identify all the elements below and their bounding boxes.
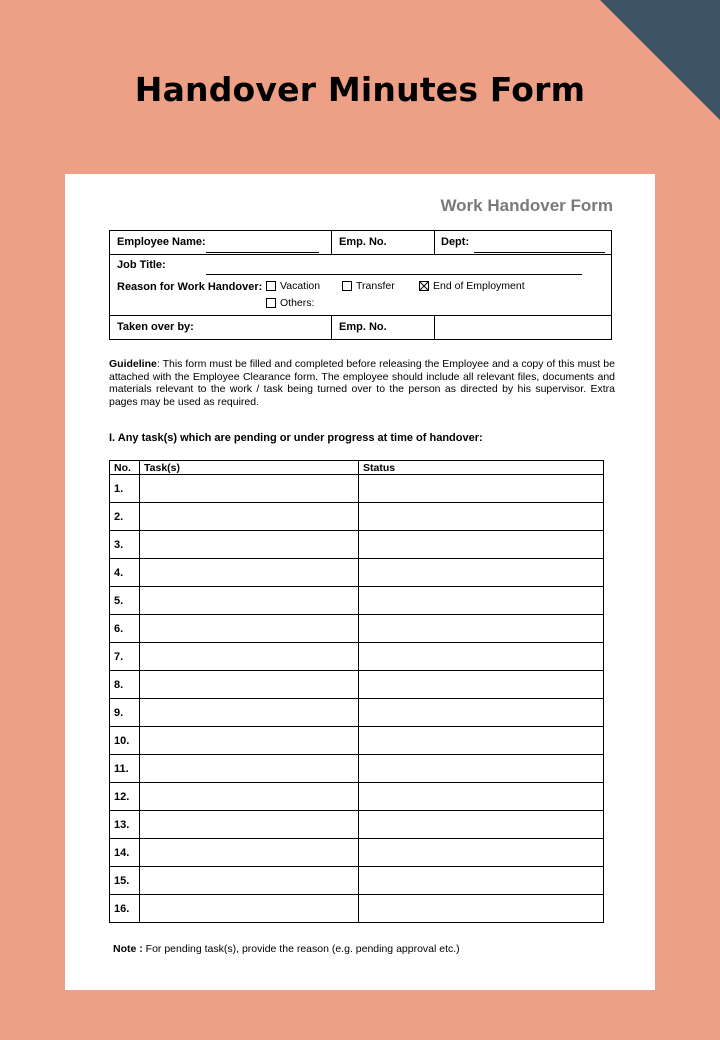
- checkbox-transfer[interactable]: [342, 281, 352, 291]
- status-cell[interactable]: [359, 811, 604, 839]
- table-row: [110, 475, 604, 503]
- divider: [331, 315, 332, 340]
- row-number: 8.: [110, 671, 140, 699]
- status-cell[interactable]: [359, 475, 604, 503]
- option-label: Transfer: [356, 280, 395, 292]
- taken-over-by-label: Taken over by:: [117, 321, 194, 333]
- status-cell[interactable]: [359, 839, 604, 867]
- page-title: Handover Minutes Form: [134, 70, 586, 109]
- status-cell[interactable]: [359, 531, 604, 559]
- divider: [434, 231, 435, 254]
- row-number: 4.: [110, 559, 140, 587]
- task-table: [109, 460, 604, 923]
- table-row: [110, 811, 604, 839]
- option-vacation[interactable]: [266, 280, 320, 292]
- divider: [110, 315, 611, 316]
- employee-info-box: [109, 230, 612, 340]
- option-label: Vacation: [280, 280, 321, 292]
- task-cell[interactable]: [140, 811, 359, 839]
- table-row: [110, 867, 604, 895]
- option-transfer[interactable]: [342, 280, 395, 292]
- column-header-tasks: Task(s): [140, 461, 359, 475]
- table-row: [110, 727, 604, 755]
- status-cell[interactable]: [359, 503, 604, 531]
- guideline-label: Guideline: [109, 358, 157, 370]
- employee-name-field[interactable]: [206, 252, 319, 253]
- status-cell[interactable]: [359, 867, 604, 895]
- table-row: [110, 531, 604, 559]
- divider: [331, 231, 332, 254]
- section-title: I. Any task(s) which are pending or under progress at time of handover:: [109, 432, 483, 444]
- table-header-row: [110, 461, 604, 475]
- divider: [110, 254, 611, 255]
- task-cell[interactable]: [140, 867, 359, 895]
- status-cell[interactable]: [359, 615, 604, 643]
- row-number: 16.: [110, 895, 140, 923]
- guideline-body: : This form must be filled and completed before releasing the Employee and a copy of this must be attached with the Employee Clearance form. The employee should include all relevant files, documents and materials relevant to the work / task being turned over to the person as directed by his supervisor. Extra pages may be used as required.: [109, 358, 615, 408]
- column-header-status: Status: [359, 461, 604, 475]
- task-cell[interactable]: [140, 839, 359, 867]
- table-row: [110, 643, 604, 671]
- task-cell[interactable]: [140, 671, 359, 699]
- row-number: 14.: [110, 839, 140, 867]
- table-row: [110, 503, 604, 531]
- task-cell[interactable]: [140, 755, 359, 783]
- status-cell[interactable]: [359, 895, 604, 923]
- row-number: 9.: [110, 699, 140, 727]
- task-cell[interactable]: [140, 643, 359, 671]
- task-cell[interactable]: [140, 727, 359, 755]
- note-label: Note :: [113, 943, 143, 955]
- emp-no-label-2: Emp. No.: [339, 321, 387, 333]
- task-cell[interactable]: [140, 699, 359, 727]
- dept-field[interactable]: [474, 252, 605, 253]
- status-cell[interactable]: [359, 755, 604, 783]
- row-number: 3.: [110, 531, 140, 559]
- table-row: [110, 755, 604, 783]
- option-label: End of Employment: [433, 280, 525, 292]
- task-cell[interactable]: [140, 559, 359, 587]
- row-number: 2.: [110, 503, 140, 531]
- status-cell[interactable]: [359, 783, 604, 811]
- emp-no-label: Emp. No.: [339, 236, 387, 248]
- status-cell[interactable]: [359, 559, 604, 587]
- task-cell[interactable]: [140, 503, 359, 531]
- form-title: Work Handover Form: [440, 196, 613, 215]
- table-row: [110, 587, 604, 615]
- job-title-field[interactable]: [206, 274, 582, 275]
- table-row: [110, 559, 604, 587]
- task-cell[interactable]: [140, 615, 359, 643]
- row-number: 5.: [110, 587, 140, 615]
- table-row: [110, 671, 604, 699]
- status-cell[interactable]: [359, 587, 604, 615]
- task-cell[interactable]: [140, 475, 359, 503]
- form-sheet: [65, 174, 655, 990]
- note-text: [113, 943, 460, 955]
- status-cell[interactable]: [359, 727, 604, 755]
- employee-name-label: Employee Name:: [117, 236, 206, 248]
- task-cell[interactable]: [140, 895, 359, 923]
- task-cell[interactable]: [140, 587, 359, 615]
- checkbox-others[interactable]: [266, 298, 276, 308]
- dept-label: Dept:: [441, 236, 470, 248]
- task-rows: [110, 475, 604, 923]
- status-cell[interactable]: [359, 643, 604, 671]
- table-row: [110, 895, 604, 923]
- job-title-label: Job Title:: [117, 259, 166, 271]
- row-number: 7.: [110, 643, 140, 671]
- row-number: 11.: [110, 755, 140, 783]
- status-cell[interactable]: [359, 671, 604, 699]
- row-number: 1.: [110, 475, 140, 503]
- table-row: [110, 839, 604, 867]
- guideline-text: [109, 358, 615, 408]
- option-label: Others:: [280, 297, 315, 309]
- check-x-icon: [420, 282, 428, 290]
- table-row: [110, 783, 604, 811]
- row-number: 6.: [110, 615, 140, 643]
- checkbox-end-of-employment-checked[interactable]: [419, 281, 429, 291]
- option-others[interactable]: [266, 297, 314, 309]
- row-number: 10.: [110, 727, 140, 755]
- option-end-of-employment[interactable]: [419, 280, 525, 292]
- row-number: 15.: [110, 867, 140, 895]
- row-number: 13.: [110, 811, 140, 839]
- task-cell[interactable]: [140, 531, 359, 559]
- table-row: [110, 615, 604, 643]
- column-header-no: No.: [110, 461, 140, 475]
- task-cell[interactable]: [140, 783, 359, 811]
- table-row: [110, 699, 604, 727]
- checkbox-vacation[interactable]: [266, 281, 276, 291]
- note-body: For pending task(s), provide the reason (e.g. pending approval etc.): [142, 943, 460, 955]
- reason-label: Reason for Work Handover:: [117, 281, 263, 293]
- status-cell[interactable]: [359, 699, 604, 727]
- divider: [434, 315, 435, 340]
- row-number: 12.: [110, 783, 140, 811]
